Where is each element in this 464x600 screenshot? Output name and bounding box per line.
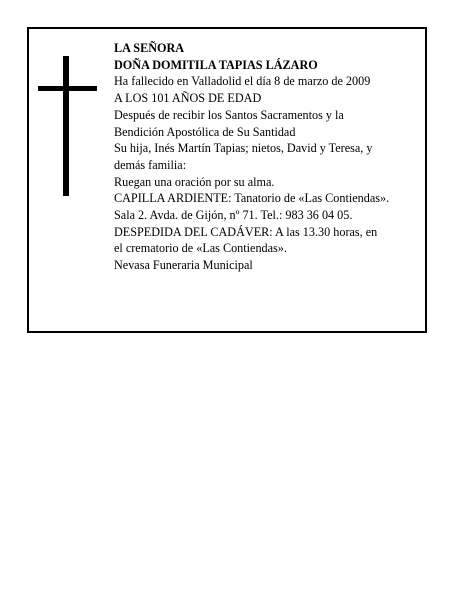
title-honorific: LA SEÑORA [114,41,185,55]
death-date-line: Ha fallecido en Valladolid el día 8 de marzo de 2009 [114,74,371,89]
obituary-text-block [114,40,428,274]
cross-horizontal-bar [38,86,97,91]
farewell-line-2: el crematorio de «Las Contiendas». [114,241,287,256]
prayer-request-line: Ruegan una oración por su alma. [114,174,275,189]
farewell-line-1: DESPEDIDA DEL CADÁVER: A las 13.30 horas, en [114,224,378,239]
sacraments-line-2: Bendición Apostólica de Su Santidad [114,124,296,139]
deceased-name: DOÑA DOMITILA TAPIAS LÁZARO [114,57,318,72]
cross-vertical-bar [63,56,69,196]
chapel-line-2: Sala 2. Avda. de Gijón, nº 71. Tel.: 983 36 04 05. [114,208,353,223]
sacraments-line-1: Después de recibir los Santos Sacramentos y la [114,107,344,122]
family-line-1: Su hija, Inés Martín Tapias; nietos, David y Teresa, y [114,141,373,156]
family-line-2: demás familia: [114,157,187,172]
chapel-line-1: CAPILLA ARDIENTE: Tanatorio de «Las Contiendas». [114,191,390,206]
funeral-home-line: Nevasa Funeraria Municipal [114,258,253,273]
age-line: A LOS 101 AÑOS DE EDAD [114,91,262,106]
